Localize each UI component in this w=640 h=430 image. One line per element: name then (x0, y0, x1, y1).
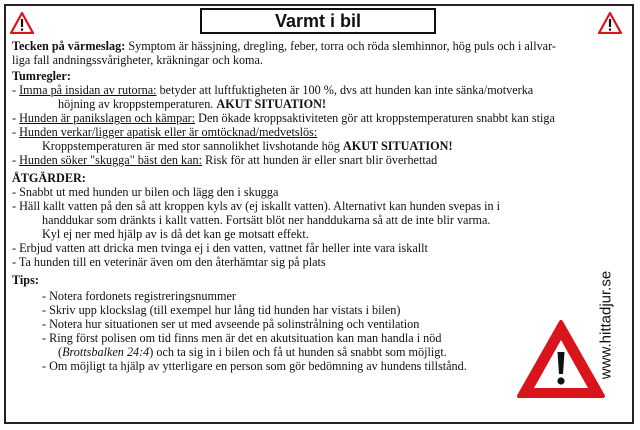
warning-triangle-icon (516, 318, 606, 400)
signs-line-1 (12, 40, 556, 54)
rule-1-label: Imma på insidan av rutorna: (19, 83, 157, 97)
tip-2: - Skriv upp klockslag (till exempel hur lång tid hunden har vistats i bilen) (42, 303, 401, 317)
rule-3-label: Hunden verkar/ligger apatisk eller är omtöcknad/medvetslös: (19, 125, 318, 139)
action-2-line-3: Kyl ej ner med hjälp av is då det kan ge motsatt effekt. (42, 227, 309, 241)
tip-5: - Om möjligt ta hjälp av ytterligare en person som gör bedömning av hundens tillstånd. (42, 359, 467, 373)
rule-2: - Hunden är panikslagen och kämpar: Den ökade kroppsaktiviteten gör att kroppstemperaturen snabbt kan stiga (12, 111, 555, 125)
rule-3: - Hunden verkar/ligger apatisk eller är omtöcknad/medvetslös: (12, 125, 318, 139)
rules-heading: Tumregler: (12, 69, 71, 83)
tip-3: - Notera hur situationen ser ut med avseende på solinstrålning och ventilation (42, 317, 420, 331)
tip-1: - Notera fordonets registreringsnummer (42, 289, 236, 303)
action-4: - Ta hunden till en veterinär även om den återhämtar sig på plats (12, 255, 326, 269)
tips-heading: Tips: (12, 273, 39, 287)
action-2-line-1: - Häll kallt vatten på den så att kroppen kyls av (ej iskallt vatten). Alternativt kan hunden svepas in i (12, 199, 501, 213)
rule-1-cont: höjning av kroppstemperaturen. AKUT SITUATION! (58, 97, 327, 111)
rule-4: - Hunden söker "skugga" bäst den kan: Risk för att hunden är eller snart blir överhettad (12, 153, 438, 167)
rule-3-alert: AKUT SITUATION! (342, 139, 453, 153)
page-title: Varmt i bil (200, 8, 436, 34)
law-reference: Brottsbalken 24:4 (62, 345, 150, 359)
tip-4-line-2: (Brottsbalken 24:4) och ta sig in i bilen och få ut hunden så snabbt som möjligt. (58, 345, 447, 359)
signs-label: Tecken på värmeslag: (12, 39, 126, 53)
signs-text-2: liga fall andningssvårigheter, kräkningar och koma. (12, 53, 263, 67)
website-url: www.hittadjur.se (597, 270, 615, 380)
rule-1-alert: AKUT SITUATION! (216, 97, 327, 111)
actions-heading: ÅTGÄRDER: (12, 171, 86, 185)
action-1: - Snabbt ut med hunden ur bilen och lägg den i skugga (12, 185, 279, 199)
warning-triangle-icon (10, 12, 34, 34)
tip-4-line-1: - Ring först polisen om tid finns men är det en akutsituation kan man handla i nöd (42, 331, 442, 345)
signs-text-1: Symptom är hässjning, dregling, feber, torra och röda slemhinnor, hög puls och i allvar- (125, 39, 556, 53)
rule-3-cont: Kroppstemperaturen är med stor sannolikhet livshotande hög AKUT SITUATION! (42, 139, 453, 153)
rule-2-label: Hunden är panikslagen och kämpar: (19, 111, 196, 125)
action-3: - Erbjud vatten att dricka men tvinga ej i den vatten, vattnet får heller inte vara iskallt (12, 241, 428, 255)
action-2-line-2: handdukar som dränkts i kallt vatten. Fortsätt blöt ner handdukarna så att de inte blir varma. (42, 213, 491, 227)
warning-triangle-icon (598, 12, 622, 34)
rule-1: - Imma på insidan av rutorna: betyder att luftfuktigheten är 100 %, dvs att hunden kan inte sänka/motverka (12, 83, 534, 97)
rule-4-label: Hunden söker "skugga" bäst den kan: (19, 153, 203, 167)
